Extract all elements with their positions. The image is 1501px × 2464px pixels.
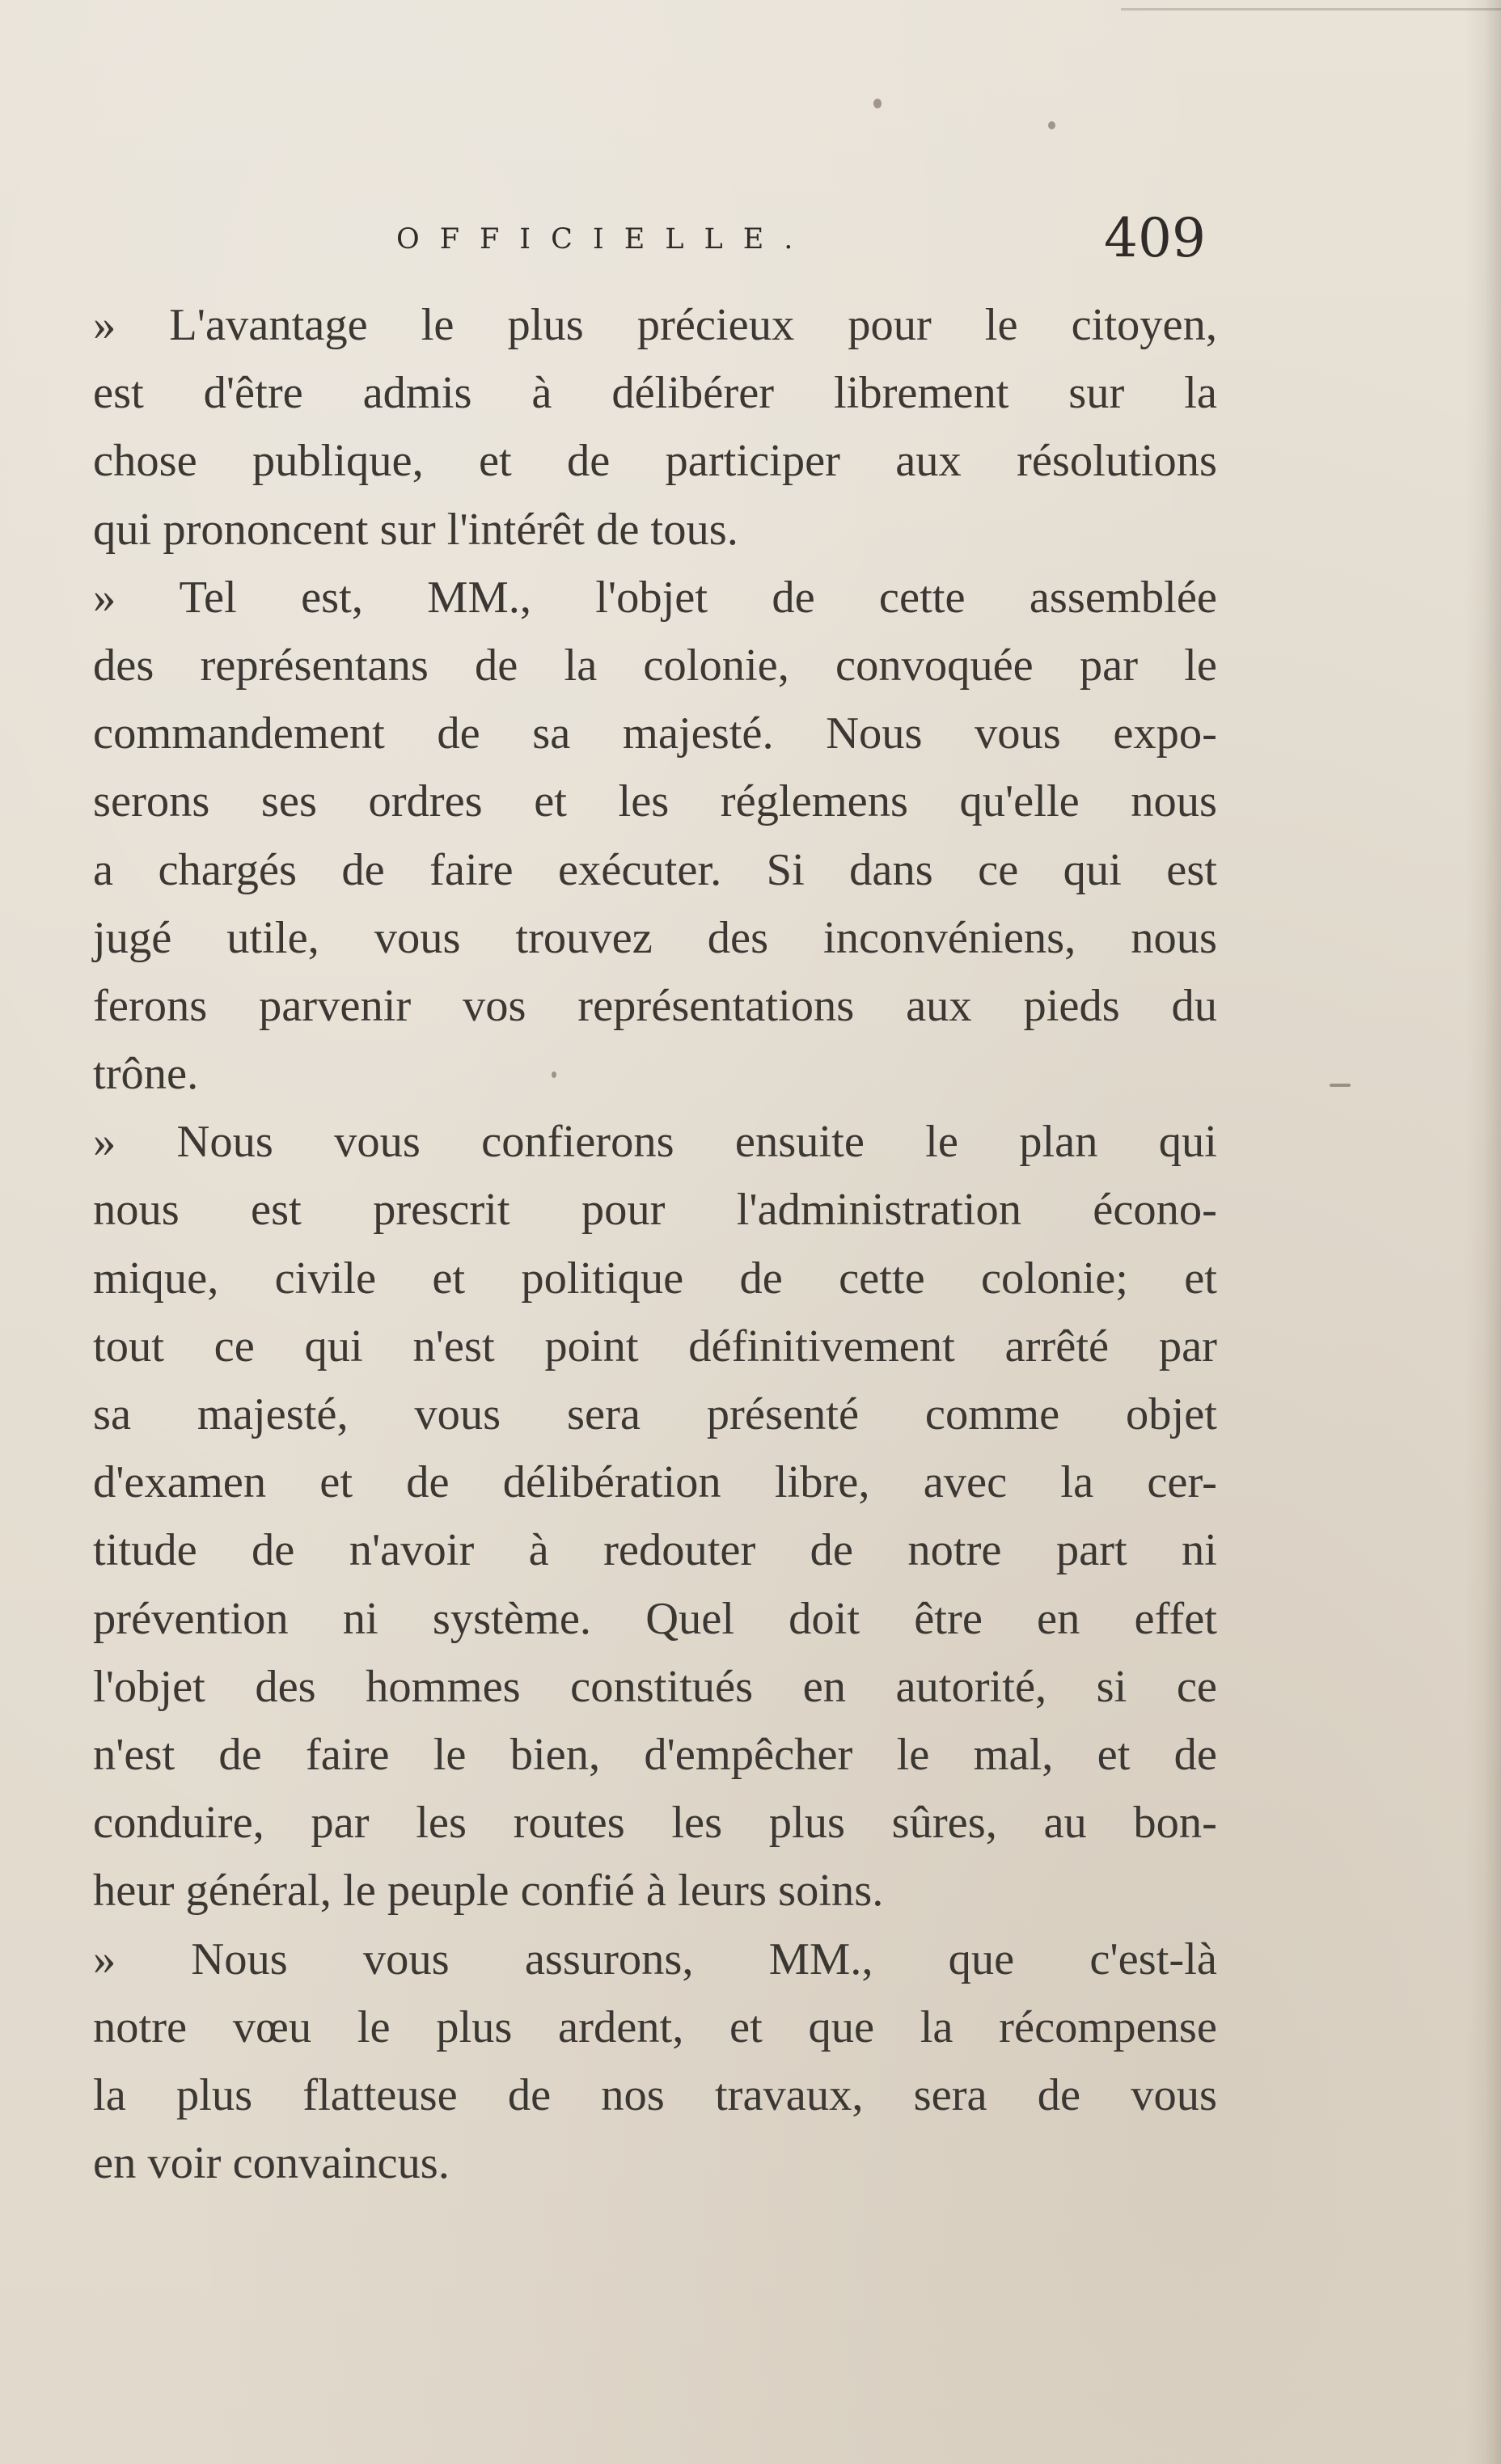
text-line: des représentans de la colonie, convoquée par le: [93, 640, 1217, 691]
text-line: » Tel est, MM., l'objet de cette assemblée: [93, 572, 1217, 623]
body-text: [93, 291, 1217, 2197]
text-line: chose publique, et de participer aux résolutions: [93, 436, 1217, 487]
text-line: heur général, le peuple confié à leurs soins.: [93, 1866, 884, 1917]
text-line: nous est prescrit pour l'administration écono-: [93, 1185, 1217, 1236]
page-top-edge: [1121, 8, 1501, 11]
text-line: l'objet des hommes constitués en autorité, si ce: [93, 1661, 1217, 1712]
text-line: trône.: [93, 1049, 199, 1100]
text-line: prévention ni système. Quel doit être en effet: [93, 1593, 1217, 1644]
text-line: n'est de faire le bien, d'empêcher le mal, et de: [93, 1729, 1217, 1780]
page-edge-shadow: [1465, 0, 1501, 2464]
text-line: notre vœu le plus ardent, et que la récompense: [93, 2001, 1217, 2052]
text-line: ferons parvenir vos représentations aux pieds du: [93, 980, 1217, 1031]
page-number: 409: [1104, 207, 1206, 269]
paper-speck: [1330, 1084, 1351, 1087]
text-line: qui prononcent sur l'intérêt de tous.: [93, 504, 738, 555]
text-line: tout ce qui n'est point définitivement arrêté par: [93, 1321, 1217, 1371]
text-line: est d'être admis à délibérer librement sur la: [93, 368, 1217, 419]
text-line: en voir convaincus.: [93, 2138, 450, 2189]
text-line: a chargés de faire exécuter. Si dans ce qui est: [93, 844, 1217, 895]
running-head: OFFICIELLE.: [396, 223, 814, 256]
text-line: jugé utile, vous trouvez des inconvéniens, nous: [93, 912, 1217, 963]
text-line: commandement de sa majesté. Nous vous expo-: [93, 708, 1217, 759]
text-line: titude de n'avoir à redouter de notre part ni: [93, 1525, 1217, 1576]
text-line: » Nous vous assurons, MM., que c'est-là: [93, 1934, 1217, 1984]
text-line: serons ses ordres et les réglemens qu'elle nous: [93, 776, 1217, 827]
text-line: mique, civile et politique de cette colonie; et: [93, 1253, 1217, 1304]
text-line: sa majesté, vous sera présenté comme objet: [93, 1389, 1217, 1439]
text-line: la plus flatteuse de nos travaux, sera de vous: [93, 2069, 1217, 2120]
paper-speck: [1048, 121, 1055, 129]
text-line: » Nous vous confierons ensuite le plan qui: [93, 1117, 1217, 1168]
paper-speck: [873, 99, 882, 108]
text-line: conduire, par les routes les plus sûres, au bon-: [93, 1798, 1217, 1849]
text-line: d'examen et de délibération libre, avec la cer-: [93, 1457, 1217, 1508]
text-line: » L'avantage le plus précieux pour le citoyen,: [93, 300, 1217, 350]
